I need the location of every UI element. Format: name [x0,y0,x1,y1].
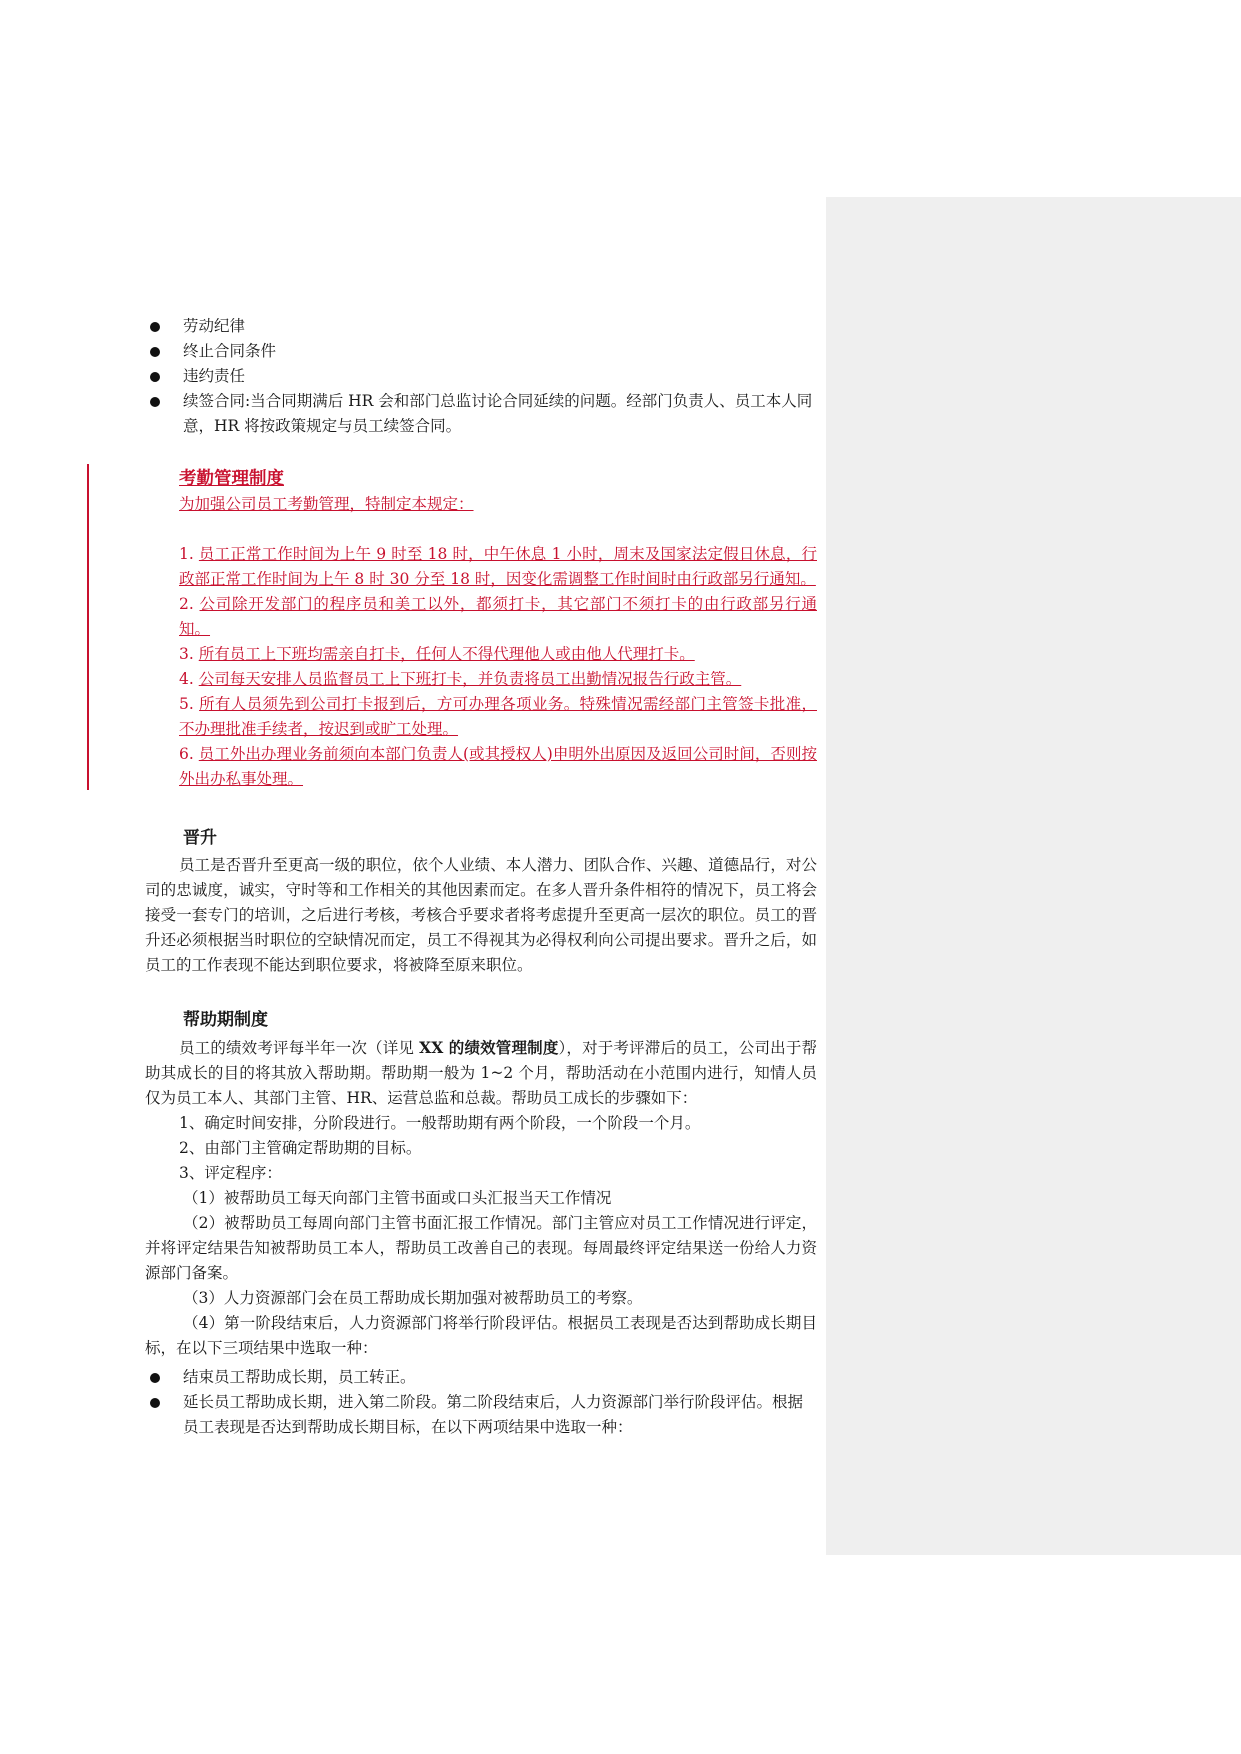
promotion-body: 员工是否晋升至更高一级的职位，依个人业绩、本人潜力、团队合作、兴趣、道德品行，对公司的忠诚度，诚实，守时等和工作相关的其他因素而定。在多人晋升条件相符的情况下，员工将会接受一套专门的培训，之后进行考核，考核合乎要求者将考虑提升至更高一层次的职位。员工的晋升还必须根据当时职位的空缺情况而定，员工不得视其为必得权利向公司提出要求。晋升之后，如员工的工作表现不能达到职位要求，将被降至原来职位。 [145,856,817,974]
list-item: 延长员工帮助成长期，进入第二阶段。第二阶段结束后，人力资源部门举行阶段评估。根据员工表现是否达到帮助成长期目标，在以下两项结果中选取一种： [115,1390,817,1440]
bullet-icon [150,1373,160,1383]
attendance-item: 2. 公司除开发部门的程序员和美工以外，都须打卡，其它部门不须打卡的由行政部另行通知。 [179,595,817,638]
assist-step: 3、评定程序： [179,1164,282,1182]
assist-procedure: （1）被帮助员工每天向部门主管书面或口头汇报当天工作情况 [183,1189,612,1207]
assist-step: 2、由部门主管确定帮助期的目标。 [179,1139,422,1157]
bullet-icon [150,1398,160,1408]
document-body [145,314,817,1440]
list-item: 续签合同:当合同期满后 HR 会和部门总监讨论合同延续的问题。经部门负责人、员工本人同意，HR 将按政策规定与员工续签合同。 [115,389,817,439]
assist-intro: 员工的绩效考评每半年一次（详见 XX 的绩效管理制度），对于考评滞后的员工，公司出于帮助其成长的目的将其放入帮助期。帮助期一般为 1~2 个月，帮助活动在小范围内进行，知情人员仅为员工本人、其部门主管、HR、运营总监和总裁。帮助员工成长的步骤如下： [145,1038,817,1107]
list-item: 违约责任 [115,364,817,389]
list-item: 结束员工帮助成长期，员工转正。 [115,1365,817,1390]
list-item: 劳动纪律 [115,314,817,339]
attendance-item: 4. 公司每天安排人员监督员工上下班打卡，并负责将员工出勤情况报告行政主管。 [179,670,742,688]
assist-procedure: （2）被帮助员工每周向部门主管书面汇报工作情况。部门主管应对员工工作情况进行评定，并将评定结果告知被帮助员工本人，帮助员工改善自己的表现。每周最终评定结果送一份给人力资源部门备案。 [145,1214,817,1282]
attendance-heading: 考勤管理制度 [179,469,284,489]
attendance-item: 5. 所有人员须先到公司打卡报到后，方可办理各项业务。特殊情况需经部门主管签卡批准，不办理批准手续者，按迟到或旷工处理。 [179,695,817,738]
attendance-item: 6. 员工外出办理业务前须向本部门负责人(或其授权人)申明外出原因及返回公司时间，否则按外出办私事处理。 [179,745,817,788]
attendance-intro: 为加强公司员工考勤管理，特制定本规定： [179,495,474,513]
comment-pane [826,197,1241,1555]
attendance-item: 1. 员工正常工作时间为上午 9 时至 18 时，中午休息 1 小时，周末及国家法定假日休息，行政部正常工作时间为上午 8 时 30 分至 18 时，因变化需调整工作时间时由行政部另行通知。 [179,545,817,588]
bullet-icon [150,347,160,357]
list-item: 终止合同条件 [115,339,817,364]
attendance-item: 3. 所有员工上下班均需亲自打卡，任何人不得代理他人或由他人代理打卡。 [179,645,695,663]
bullet-icon [150,372,160,382]
assist-procedure: （4）第一阶段结束后，人力资源部门将举行阶段评估。根据员工表现是否达到帮助成长期目标，在以下三项结果中选取一种： [145,1314,817,1357]
revision-change-bar [87,464,89,790]
assist-step: 1、确定时间安排，分阶段进行。一般帮助期有两个阶段，一个阶段一个月。 [179,1114,701,1132]
spacer [145,517,817,542]
promotion-heading: 晋升 [183,828,217,848]
assist-procedure: （3）人力资源部门会在员工帮助成长期加强对被帮助员工的考察。 [183,1289,643,1307]
bullet-icon [150,397,160,407]
bullet-icon [150,322,160,332]
assist-heading: 帮助期制度 [183,1010,268,1030]
